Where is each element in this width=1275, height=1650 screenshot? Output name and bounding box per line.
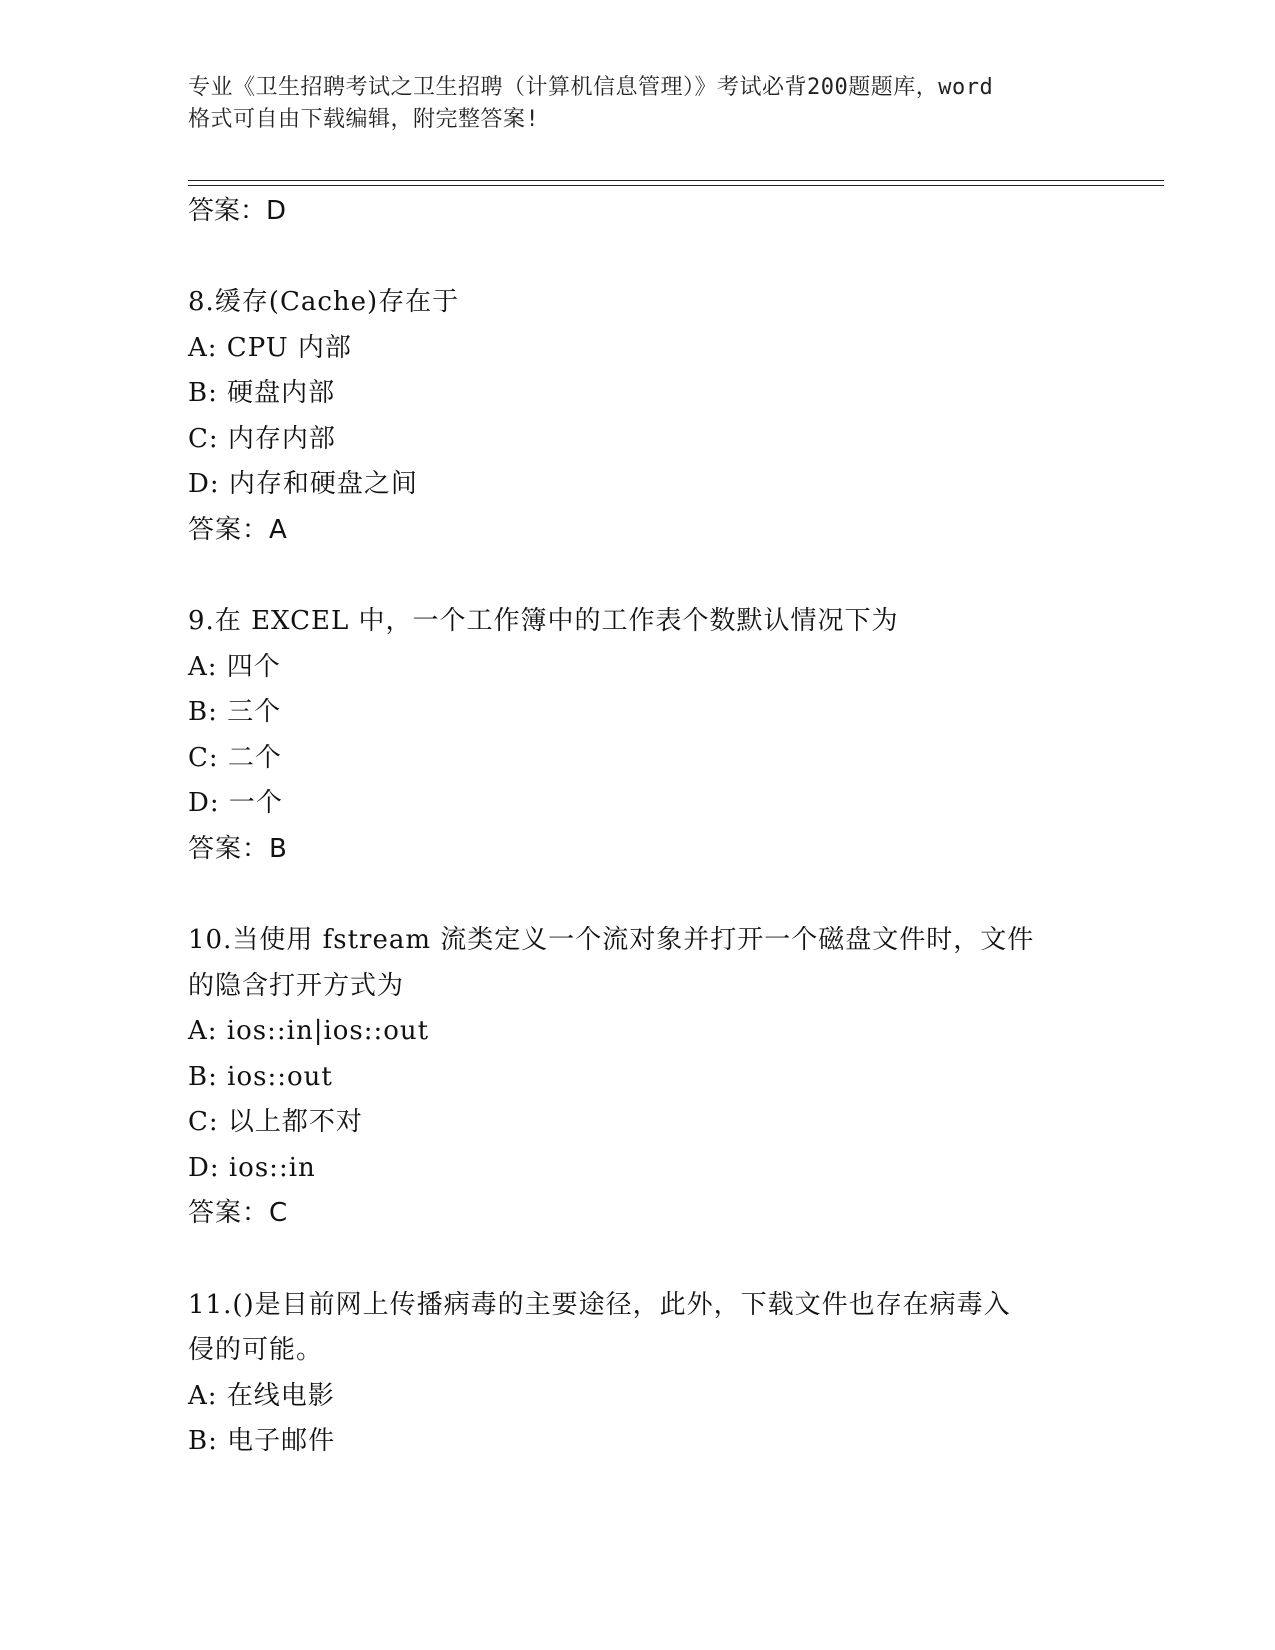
answer-option: B: 硬盘内部 — [188, 378, 336, 408]
question-stem: 10.当使用 fstream 流类定义一个流对象并打开一个磁盘文件时，文件 — [188, 925, 1035, 955]
answer-option: C: 以上都不对 — [188, 1107, 363, 1137]
answer-option: D: 一个 — [188, 788, 283, 818]
answer-key: 答案：B — [188, 833, 288, 864]
questions-container — [188, 280, 1148, 1465]
question-block — [188, 918, 1148, 1237]
question-block — [188, 599, 1148, 872]
answer-option: B: 电子邮件 — [188, 1426, 336, 1456]
question-stem: 的隐含打开方式为 — [188, 970, 405, 1001]
question-stem: 8.缓存(Cache)存在于 — [188, 287, 460, 317]
answer-key: 答案：C — [188, 1198, 289, 1228]
previous-answer: 答案：D — [188, 196, 287, 226]
question-list — [188, 188, 1148, 1465]
answer-option: B: 三个 — [188, 697, 282, 727]
question-stem: 11.()是目前网上传播病毒的主要途径，此外，下载文件也存在病毒入 — [188, 1289, 1011, 1320]
question-stem: 侵的可能。 — [188, 1335, 324, 1365]
answer-option: C: 内存内部 — [188, 423, 336, 454]
answer-key: 答案：A — [188, 514, 288, 545]
question-stem: 9.在 EXCEL 中，一个工作簿中的工作表个数默认情况下为 — [188, 606, 899, 636]
answer-option: C: 二个 — [188, 742, 282, 773]
document-header — [188, 72, 1088, 136]
header-line-2: 格式可自由下载编辑，附完整答案! — [188, 107, 540, 132]
answer-option: A: ios::in|ios::out — [188, 1016, 430, 1046]
header-divider-second — [188, 185, 1164, 186]
answer-option: A: 在线电影 — [188, 1380, 335, 1411]
answer-option: D: ios::in — [188, 1152, 316, 1183]
answer-option: A: 四个 — [188, 651, 281, 682]
answer-option: A: CPU 内部 — [188, 332, 352, 363]
answer-option: D: 内存和硬盘之间 — [188, 469, 418, 499]
question-block — [188, 280, 1148, 553]
header-divider — [188, 180, 1164, 181]
question-block — [188, 1283, 1148, 1465]
header-line-1: 专业《卫生招聘考试之卫生招聘（计算机信息管理）》考试必背200题题库，word — [188, 75, 994, 100]
answer-option: B: ios::out — [188, 1061, 333, 1092]
